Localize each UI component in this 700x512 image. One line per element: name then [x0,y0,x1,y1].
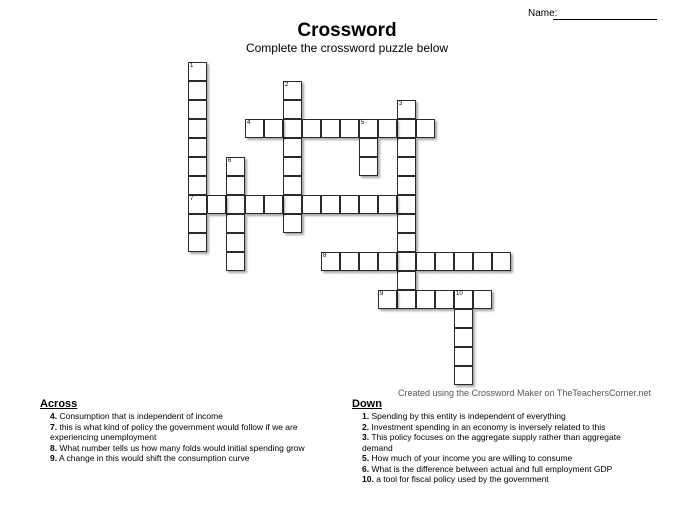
crossword-cell[interactable] [226,195,245,214]
crossword-cell[interactable] [435,290,454,309]
crossword-cell[interactable] [359,252,378,271]
crossword-cell[interactable] [188,233,207,252]
across-clues [40,398,340,464]
credit-text: Created using the Crossword Maker on TheTeachersCorner.net [398,388,651,398]
clue-number: 8 [323,253,327,259]
crossword-cell[interactable] [340,252,359,271]
crossword-cell[interactable] [359,138,378,157]
crossword-cell[interactable] [397,271,416,290]
crossword-cell[interactable] [245,195,264,214]
crossword-cell[interactable] [264,119,283,138]
page-subtitle: Complete the crossword puzzle below [245,41,449,55]
crossword-cell[interactable] [302,195,321,214]
crossword-cell[interactable] [188,100,207,119]
crossword-cell[interactable] [397,100,416,119]
crossword-cell[interactable] [283,157,302,176]
crossword-cell[interactable] [340,195,359,214]
crossword-cell[interactable] [321,195,340,214]
crossword-cell[interactable] [397,176,416,195]
clue-number: 4 [247,120,251,126]
crossword-cell[interactable] [473,252,492,271]
down-clues [352,398,642,485]
clue-across-7: 7. this is what kind of policy the government would follow if we are experiencing unemployment [50,421,298,442]
crossword-cell[interactable] [454,328,473,347]
clue-number: 6 [228,158,232,164]
crossword-cell[interactable] [226,233,245,252]
crossword-cell[interactable] [188,214,207,233]
clue-down-5: 5. How much of your income you are willing to consume [362,453,573,463]
crossword-cell[interactable] [454,252,473,271]
crossword-cell[interactable] [397,157,416,176]
crossword-cell[interactable] [226,214,245,233]
clue-number: 7 [190,196,194,202]
crossword-cell[interactable] [264,195,283,214]
crossword-cell[interactable] [321,252,340,271]
crossword-cell[interactable] [283,100,302,119]
crossword-cell[interactable] [245,119,264,138]
crossword-cell[interactable] [321,119,340,138]
crossword-cell[interactable] [283,214,302,233]
crossword-cell[interactable] [283,81,302,100]
clue-across-4: 4. Consumption that is independent of income [50,411,223,421]
across-heading: Across [40,398,78,410]
crossword-cell[interactable] [454,366,473,385]
crossword-cell[interactable] [188,195,207,214]
crossword-cell[interactable] [188,81,207,100]
crossword-cell[interactable] [359,195,378,214]
crossword-cell[interactable] [473,290,492,309]
crossword-cell[interactable] [207,195,226,214]
clue-down-6: 6. What is the difference between actual and full employment GDP [362,463,613,474]
crossword-cell[interactable] [226,176,245,195]
crossword-cell[interactable] [492,252,511,271]
crossword-cell[interactable] [416,290,435,309]
clue-across-9: 9. A change in this would shift the consumption curve [50,453,250,463]
crossword-cell[interactable] [416,252,435,271]
clue-down-10: 10. a tool for fiscal policy used by the government [362,474,549,484]
crossword-cell[interactable] [340,119,359,138]
clue-number: 9 [380,291,384,297]
crossword-cell[interactable] [359,119,378,138]
crossword-cell[interactable] [188,176,207,195]
crossword-cell[interactable] [188,62,207,81]
crossword-cell[interactable] [454,309,473,328]
crossword-cell[interactable] [302,119,321,138]
crossword-cell[interactable] [283,195,302,214]
page-title: Crossword [297,20,397,41]
crossword-cell[interactable] [397,252,416,271]
clue-number: 2 [285,82,289,88]
crossword-cell[interactable] [226,252,245,271]
crossword-cell[interactable] [397,119,416,138]
clue-number: 3 [399,101,403,107]
crossword-cell[interactable] [188,119,207,138]
crossword-cell[interactable] [378,290,397,309]
crossword-cell[interactable] [397,233,416,252]
clue-number: 1 [190,63,194,69]
clue-down-2: 2. Investment spending in an economy is inversely related to this [362,421,606,432]
crossword-cell[interactable] [378,252,397,271]
clue-number: 10 [456,291,463,297]
clue-across-8: 8. What number tells us how many folds would initial spending grow [50,442,305,453]
down-heading: Down [352,398,382,410]
crossword-cell[interactable] [226,157,245,176]
crossword-cell[interactable] [397,290,416,309]
crossword-cell[interactable] [397,195,416,214]
name-label: Name: [528,8,558,19]
crossword-cell[interactable] [416,119,435,138]
crossword-cell[interactable] [435,252,454,271]
crossword-cell[interactable] [188,157,207,176]
crossword-cell[interactable] [283,119,302,138]
crossword-cell[interactable] [454,290,473,309]
crossword-cell[interactable] [188,138,207,157]
crossword-cell[interactable] [454,347,473,366]
clue-down-3: 3. This policy focuses on the aggregate supply rather than aggregate demand [362,432,621,453]
crossword-cell[interactable] [397,214,416,233]
crossword-cell[interactable] [378,195,397,214]
crossword-cell[interactable] [397,138,416,157]
crossword-cell[interactable] [378,119,397,138]
crossword-cell[interactable] [283,138,302,157]
crossword-cell[interactable] [359,157,378,176]
clue-number: 5 [361,120,365,126]
clue-down-1: 1. Spending by this entity is independent of everything [362,411,566,421]
crossword-cell[interactable] [283,176,302,195]
